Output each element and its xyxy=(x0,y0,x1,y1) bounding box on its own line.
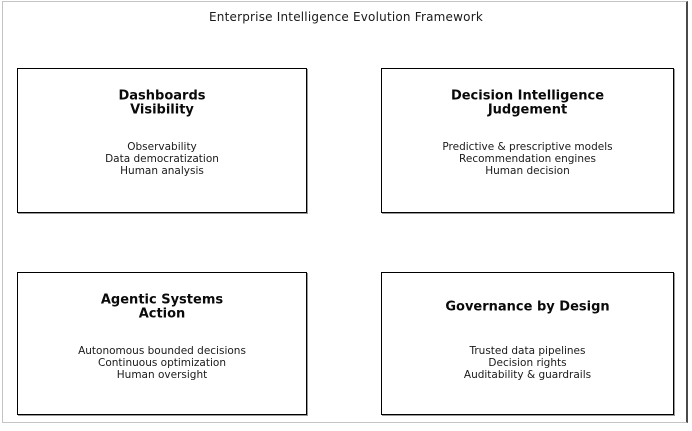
framework-box-agentic-systems-action xyxy=(17,272,307,415)
box-item: Trusted data pipelines xyxy=(469,345,586,357)
box-item: Predictive & prescriptive models xyxy=(442,141,613,153)
box-item-list xyxy=(18,345,306,381)
box-item: Decision rights xyxy=(488,357,567,369)
framework-box-dashboards-visibility xyxy=(17,68,307,213)
box-item: Human oversight xyxy=(116,369,208,381)
box-item: Recommendation engines xyxy=(459,153,596,165)
box-item: Human analysis xyxy=(120,165,204,177)
box-item: Auditability & guardrails xyxy=(463,369,592,381)
box-item: Human decision xyxy=(485,165,570,177)
box-item: Data democratization xyxy=(105,153,219,165)
box-item: Autonomous bounded decisions xyxy=(78,345,246,357)
box-item: Continuous optimization xyxy=(98,357,226,369)
box-item-list xyxy=(18,141,306,177)
box-heading: Decision Intelligence Judgement xyxy=(450,88,605,117)
framework-box-governance-by-design xyxy=(381,272,674,415)
box-heading: Dashboards Visibility xyxy=(118,88,206,117)
box-item: Observability xyxy=(127,141,197,153)
box-heading: Governance by Design xyxy=(445,299,610,315)
diagram-title: Enterprise Intelligence Evolution Framework xyxy=(209,10,483,24)
box-heading: Agentic Systems Action xyxy=(100,292,224,321)
framework-box-decision-intelligence-judgement xyxy=(381,68,674,213)
box-item-list xyxy=(382,141,673,177)
box-item-list xyxy=(382,345,673,381)
